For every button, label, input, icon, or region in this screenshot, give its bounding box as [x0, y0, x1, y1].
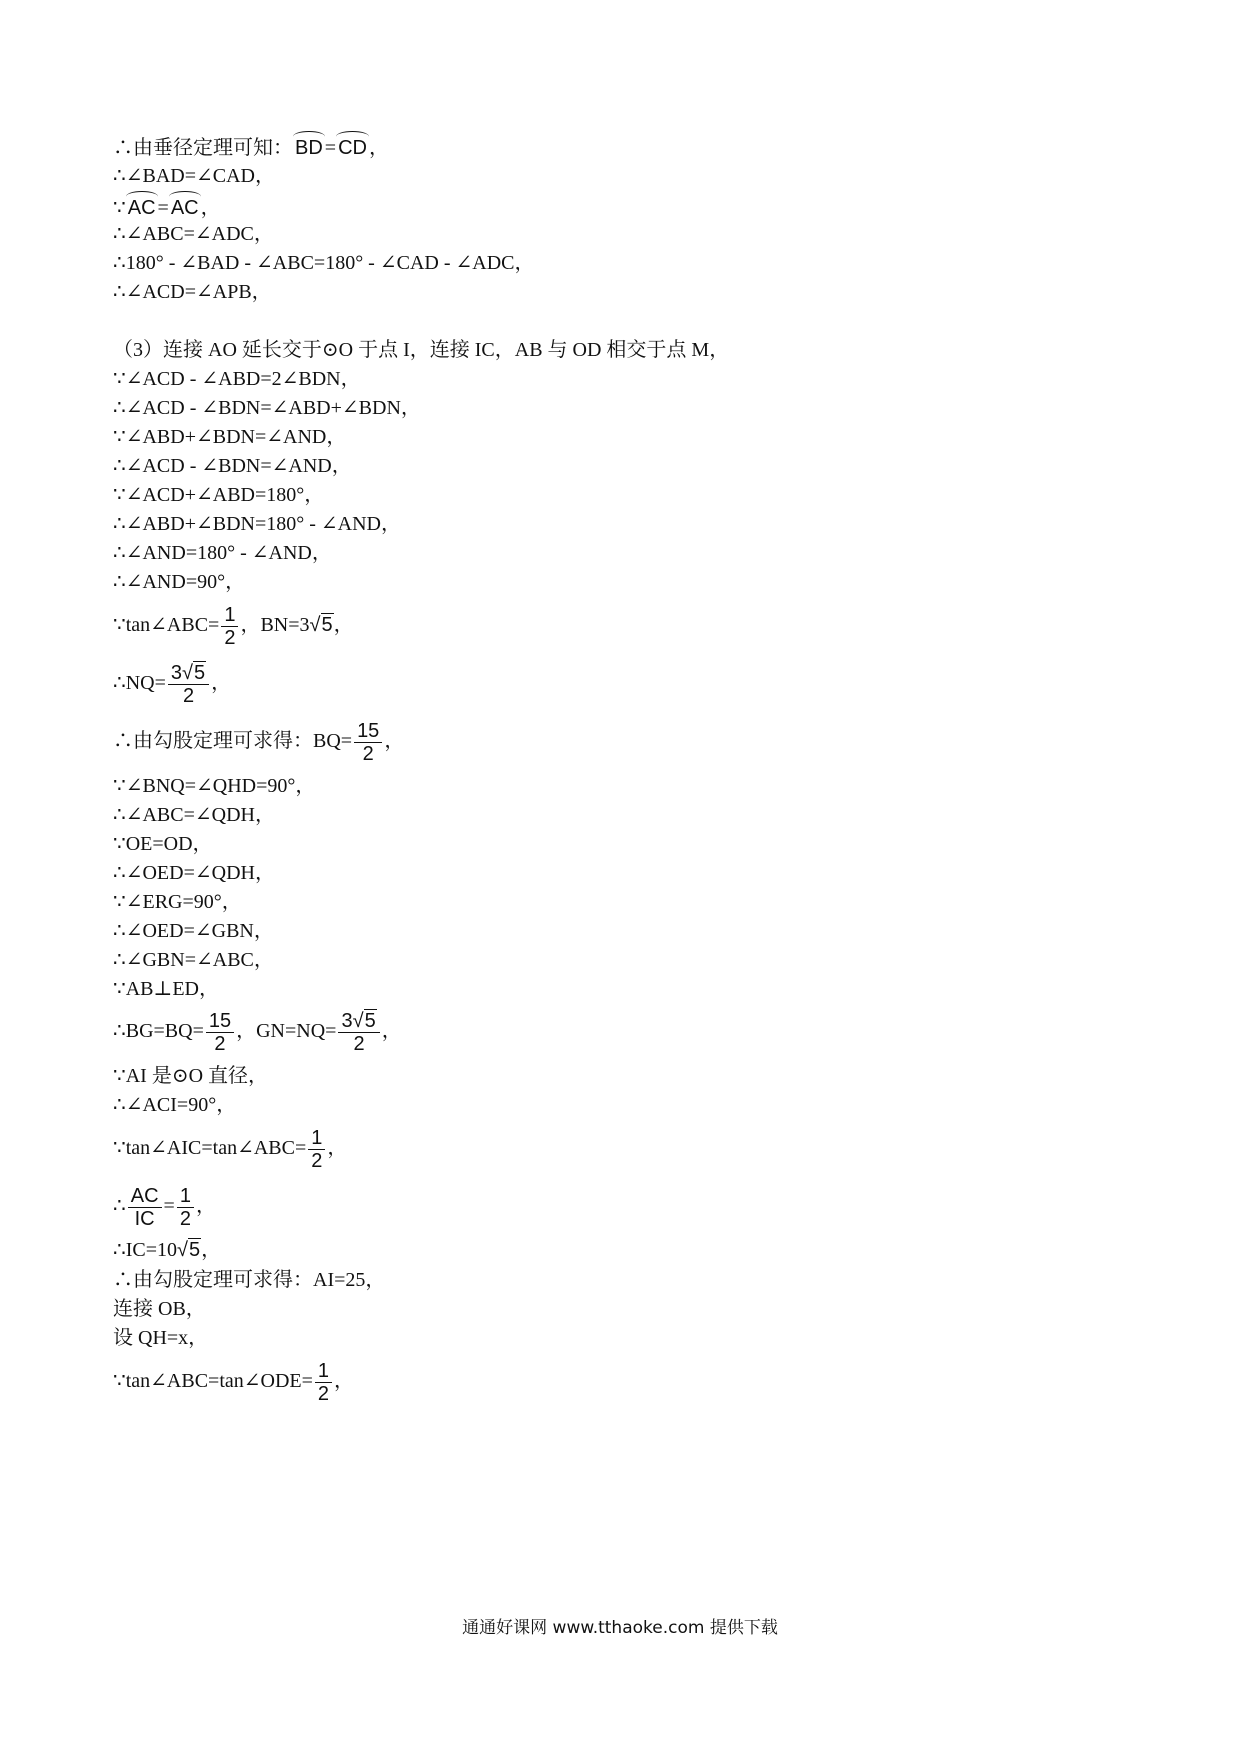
proof-line: ∵AB⊥ED， — [113, 978, 219, 1000]
proof-line: ∵tan∠AIC=tan∠ABC= $\frac{1}{2}$ ， — [113, 1127, 348, 1172]
proof-line: ∴∠ABD+∠BDN=180° - ∠AND， — [113, 513, 401, 535]
proof-line: ∴∠ACD=∠APB， — [113, 281, 272, 303]
page-footer: 通通好课网 www.tthaoke.com 提供下载 — [462, 1618, 778, 1638]
proof-line: ∵tan∠ABC=tan∠ODE= $\frac{1}{2}$ ， — [113, 1360, 355, 1405]
proof-line: ∴∠BAD=∠CAD， — [113, 165, 275, 187]
proof-line: ∴由垂径定理可知： BD = CD ， — [113, 137, 389, 159]
sqrt: √5 — [177, 1239, 201, 1261]
proof-line: ∴∠ABC=∠ADC， — [113, 223, 274, 245]
proof-line: ∴∠ABC=∠QDH， — [113, 804, 275, 826]
arc-ac: AC — [127, 197, 156, 219]
proof-line: ∴∠ACD - ∠BDN=∠ABD+∠BDN， — [113, 397, 421, 419]
proof-line: ∵AI 是⊙O 直径， — [113, 1065, 269, 1087]
arc-ac: AC — [170, 197, 199, 219]
proof-line: ∴∠GBN=∠ABC， — [113, 949, 274, 971]
fraction: $\frac{3√5}{2}$ — [338, 1010, 379, 1055]
fraction: $\frac{AC}{IC}$ — [128, 1185, 162, 1230]
proof-line: ∵ AC = AC ， — [113, 197, 221, 219]
proof-line: ∴∠ACI=90°， — [113, 1094, 237, 1116]
proof-line: ∴ $\frac{AC}{IC}$ = $\frac{1}{2}$ ， — [113, 1185, 216, 1230]
proof-line: ∴∠OED=∠GBN， — [113, 920, 274, 942]
proof-line: ∴NQ= $\frac{3√5}{2}$ ， — [113, 662, 232, 707]
arc-cd: CD — [338, 137, 367, 159]
proof-line: ∵∠ACD - ∠ABD=2∠BDN， — [113, 368, 361, 390]
fraction: $\frac{1}{2}$ — [221, 604, 238, 649]
proof-line: 连接 OB， — [113, 1298, 206, 1320]
proof-line: ∴∠AND=90°， — [113, 571, 246, 593]
arc-bd: BD — [295, 137, 323, 159]
proof-line: ∴∠ACD - ∠BDN=∠AND， — [113, 455, 352, 477]
proof-line: ∴BG=BQ= $\frac{15}{2}$ ，GN=NQ= $\frac{3√5}{2}$ ， — [113, 1010, 402, 1055]
part-3-heading: （3）连接 AO 延长交于⊙O 于点 I，连接 IC，AB 与 OD 相交于点 M， — [113, 339, 730, 361]
proof-line: ∴∠OED=∠QDH， — [113, 862, 275, 884]
sqrt: √5 — [309, 614, 333, 637]
proof-line: ∴由勾股定理可求得：BQ= $\frac{15}{2}$ ， — [113, 720, 405, 765]
fraction: $\frac{15}{2}$ — [354, 720, 382, 765]
proof-line: 设 QH=x， — [113, 1327, 209, 1349]
proof-line: ∴由勾股定理可求得：AI=25， — [113, 1269, 386, 1291]
proof-line: ∵∠BNQ=∠QHD=90°， — [113, 775, 316, 797]
proof-line: ∵∠ABD+∠BDN=∠AND， — [113, 426, 347, 448]
proof-line: ∴180° - ∠BAD - ∠ABC=180° - ∠CAD - ∠ADC， — [113, 252, 535, 274]
proof-line: ∵∠ACD+∠ABD=180°， — [113, 484, 325, 506]
proof-line: ∵∠ERG=90°， — [113, 891, 242, 913]
proof-line: ∵tan∠ABC= $\frac{1}{2}$ ，BN=3√5， — [113, 604, 354, 649]
fraction: $\frac{15}{2}$ — [206, 1010, 234, 1055]
fraction: $\frac{1}{2}$ — [308, 1127, 325, 1172]
fraction: $\frac{1}{2}$ — [315, 1360, 332, 1405]
fraction: $\frac{1}{2}$ — [177, 1185, 194, 1230]
proof-line: ∴IC=10√5， — [113, 1239, 222, 1261]
proof-line: ∵OE=OD， — [113, 833, 213, 855]
proof-line: ∴∠AND=180° - ∠AND， — [113, 542, 332, 564]
fraction: $\frac{3√5}{2}$ — [168, 662, 209, 707]
